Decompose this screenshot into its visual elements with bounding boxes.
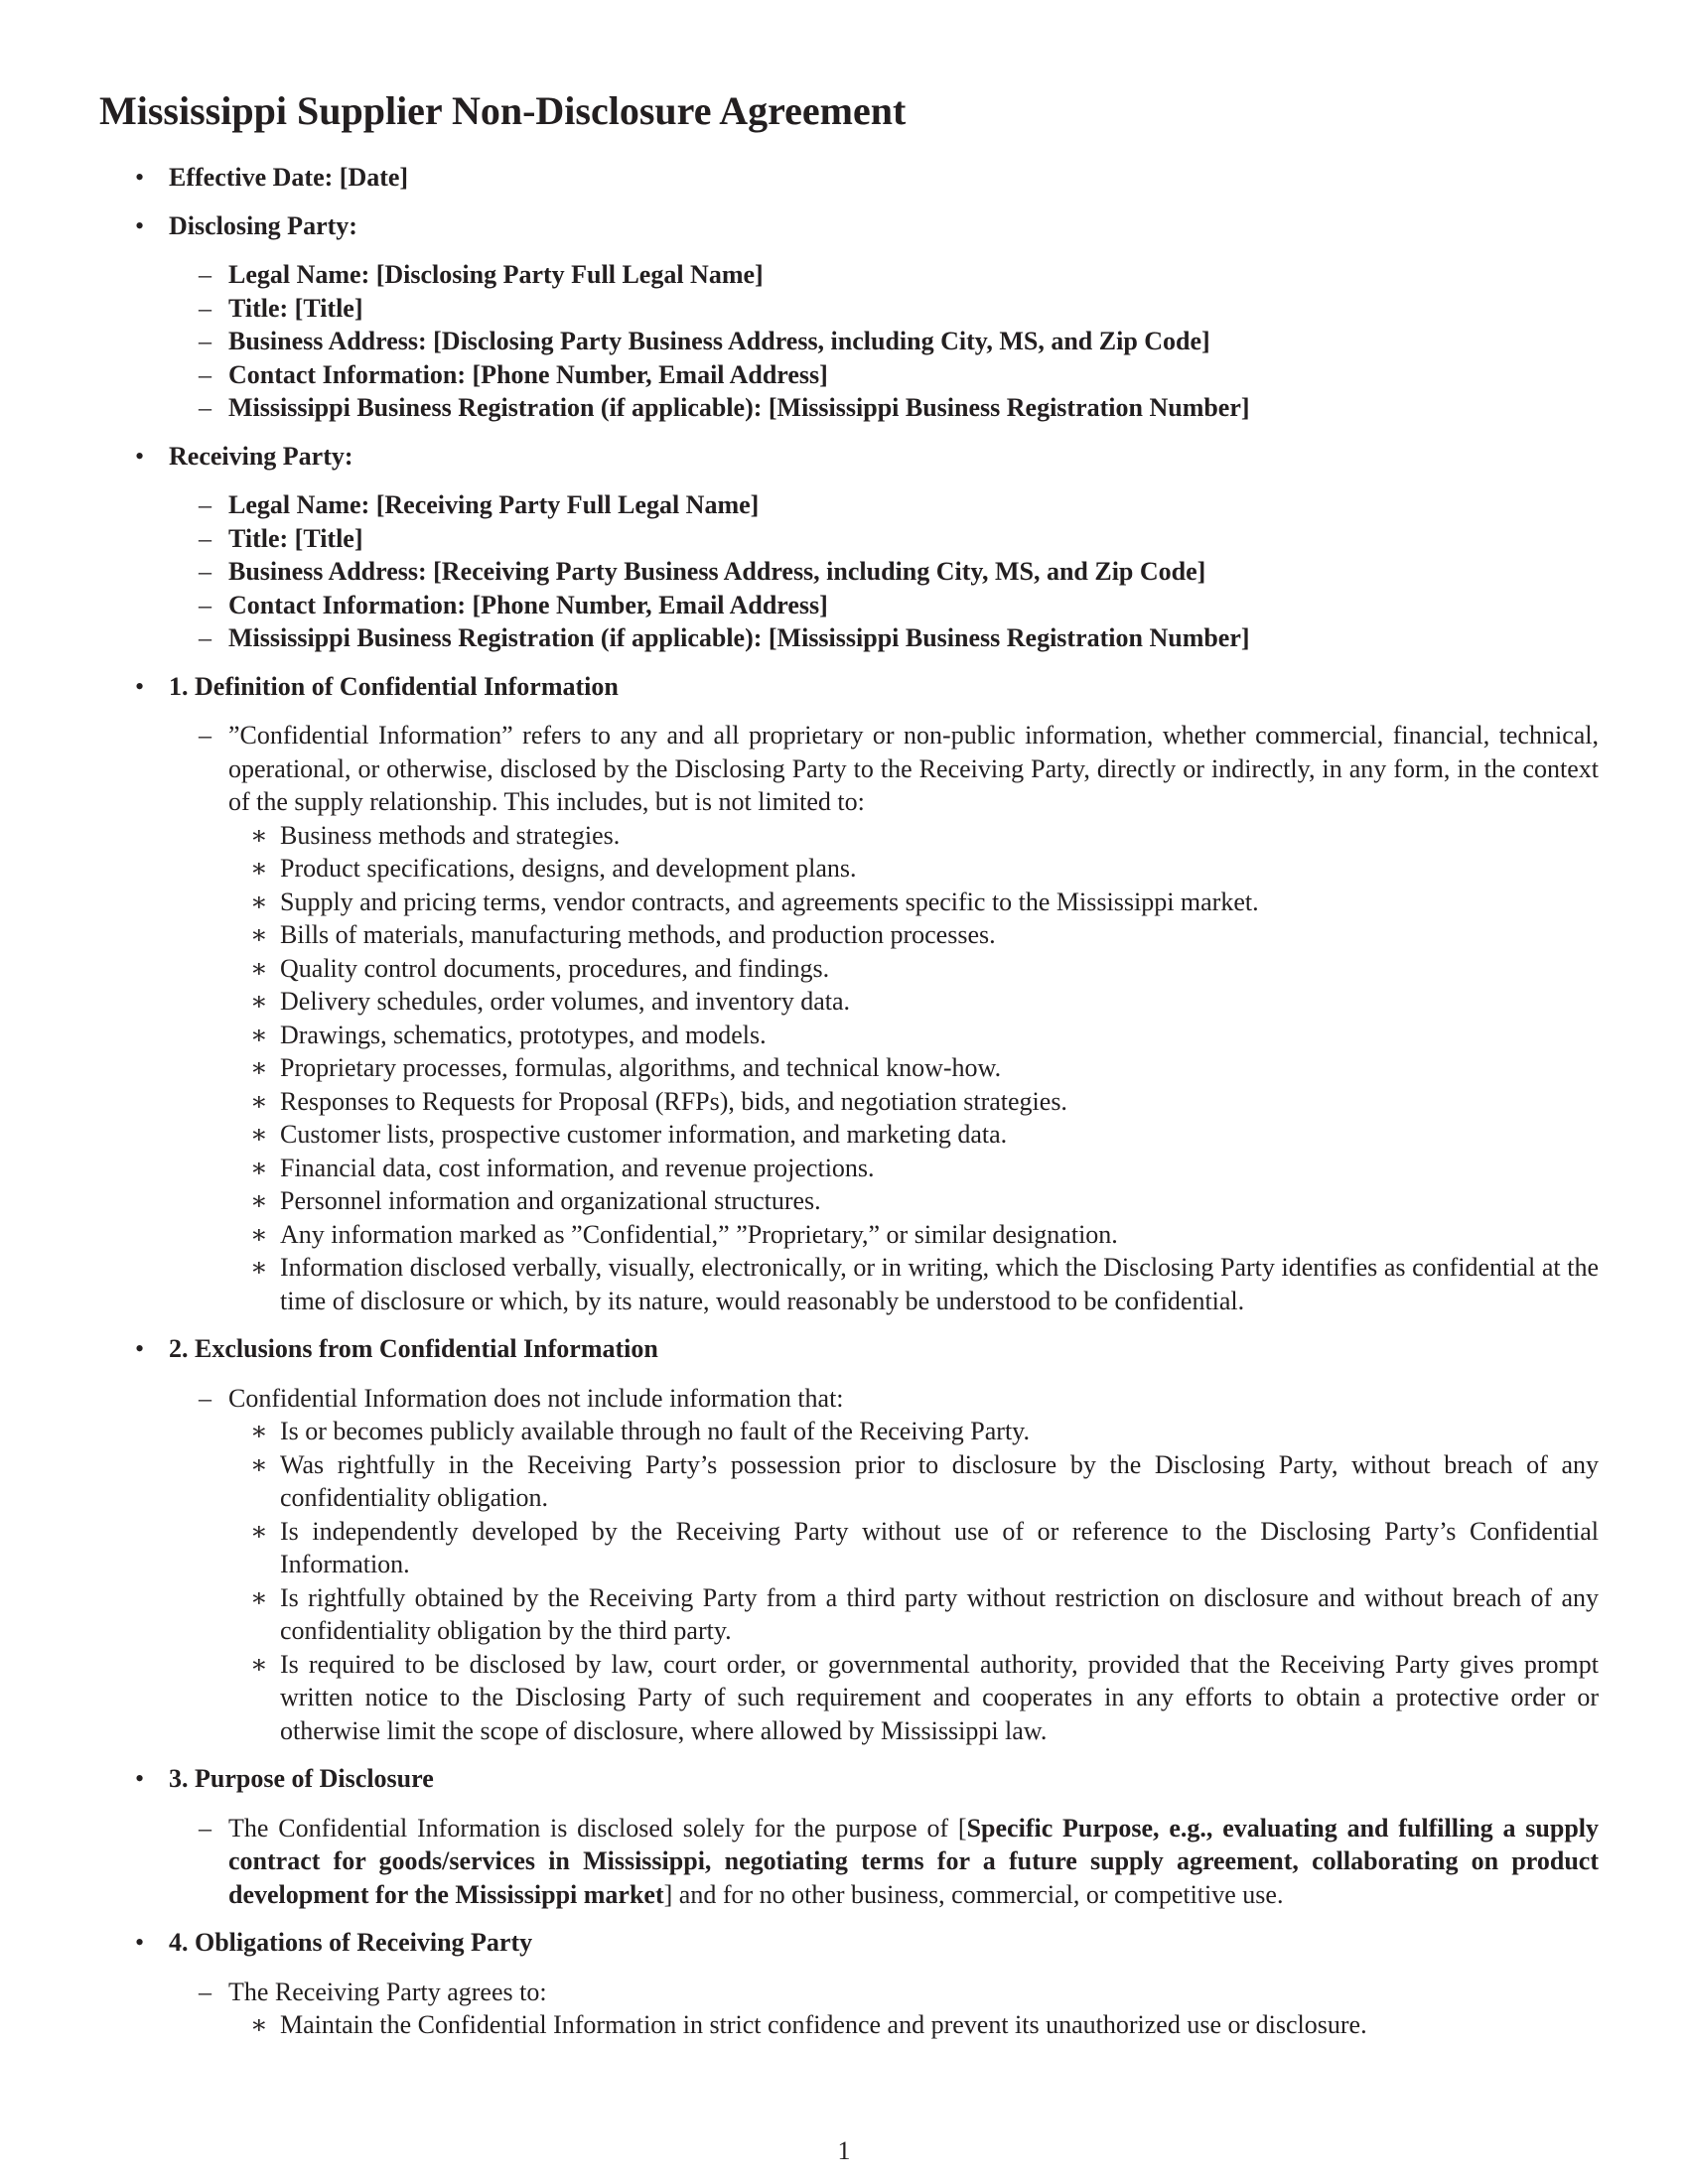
section-2-heading: 2. Exclusions from Confidential Information [169, 1334, 658, 1363]
list-item: ∗ Financial data, cost information, and revenue projections. [228, 1152, 1599, 1185]
section-3-heading: 3. Purpose of Disclosure [169, 1764, 434, 1793]
list-item: ∗ Was rightfully in the Receiving Party’s possession prior to disclosure by the Disclosing Party, without breach of any confidentiality obligation. [228, 1448, 1599, 1515]
receiving-title: – Title: [Title] [169, 522, 1599, 556]
purpose-placeholder: Specific Purpose, e.g., evaluating and fulfilling a supply contract for goods/services in Mississippi, negotiating terms for a future supply agreement, collaborating on product development for the Mississippi market [228, 1813, 1599, 1909]
list-item: ∗ Quality control documents, procedures, and findings. [228, 952, 1599, 986]
section-4-items [228, 2008, 1599, 2042]
list-item: ∗ Business methods and strategies. [228, 819, 1599, 853]
list-item: ∗ Product specifications, designs, and development plans. [228, 852, 1599, 886]
receiving-business-address: – Business Address: [Receiving Party Business Address, including City, MS, and Zip Code] [169, 555, 1599, 589]
list-item: ∗ Drawings, schematics, prototypes, and models. [228, 1019, 1599, 1052]
list-item: ∗ Any information marked as ”Confidential,” ”Proprietary,” or similar designation. [228, 1218, 1599, 1252]
effective-date-value: [Date] [339, 163, 409, 192]
document-page [99, 79, 1599, 2057]
disclosing-business-registration: – Mississippi Business Registration (if applicable): [Mississippi Business Registration Number] [169, 391, 1599, 425]
list-item: ∗ Personnel information and organizational structures. [228, 1184, 1599, 1218]
section-2-exclusions [99, 1332, 1599, 1747]
list-item: ∗ Customer lists, prospective customer information, and marketing data. [228, 1118, 1599, 1152]
section-4-obligations [99, 1926, 1599, 2042]
list-item: ∗ Bills of materials, manufacturing methods, and production processes. [228, 918, 1599, 952]
list-item: ∗ Is required to be disclosed by law, court order, or governmental authority, provided that the Receiving Party gives prompt written notice to the Disclosing Party of such requirement and cooperates in any efforts to obtain a protective order or otherwise limit the scope of disclosure, where allowed by Mississippi law. [228, 1648, 1599, 1748]
disclosing-business-address: – Business Address: [Disclosing Party Business Address, including City, MS, and Zip Code] [169, 325, 1599, 358]
section-4-heading: 4. Obligations of Receiving Party [169, 1928, 533, 1957]
list-item: ∗ Delivery schedules, order volumes, and inventory data. [228, 985, 1599, 1019]
disclosing-party-fields [169, 258, 1599, 425]
disclosing-legal-name: – Legal Name: [Disclosing Party Full Legal Name] [169, 258, 1599, 292]
page-number: 1 [837, 2136, 851, 2165]
section-4-intro: – The Receiving Party agrees to: ∗ Maintain the Confidential Information in strict confidence and prevent its unauthorized use or disclosure. [169, 1976, 1599, 2042]
receiving-party-section [99, 440, 1599, 655]
disclosing-title: – Title: [Title] [169, 292, 1599, 326]
receiving-party-heading: Receiving Party: [169, 441, 353, 471]
top-level-list [99, 161, 1599, 2042]
list-item: ∗ Supply and pricing terms, vendor contracts, and agreements specific to the Mississippi market. [228, 886, 1599, 919]
list-item: ∗ Is or becomes publicly available through no fault of the Receiving Party. [228, 1415, 1599, 1448]
disclosing-contact-information: – Contact Information: [Phone Number, Email Address] [169, 358, 1599, 392]
receiving-party-fields [169, 488, 1599, 655]
receiving-legal-name: – Legal Name: [Receiving Party Full Legal Name] [169, 488, 1599, 522]
receiving-business-registration: – Mississippi Business Registration (if applicable): [Mississippi Business Registration Number] [169, 621, 1599, 655]
section-1-intro: – ”Confidential Information” refers to any and all proprietary or non-public information, whether commercial, financial, technical, operational, or otherwise, disclosed by the Disclosing Party to the Receiving Party, directly or indirectly, in any form, in the context of the supply relationship. This includes, but is not limited to: ∗ Business methods and strategies. ∗ Product specifications, designs, and development plans. ∗ Supply and pricing terms, vendor contracts, and agreements specific to the Mississippi market. ∗ Bills of materials, manufacturing methods, and production processes. ∗ Quality control documents, procedures, and findings. ∗ Delivery schedules, order volumes, and inventory data. ∗ Drawings, schematics, prototypes, and models. ∗ Proprietary processes, formulas, algorithms, and technical know-how. ∗ Responses to Requests for Proposal (RFPs), bids, and negotiation strategies. ∗ Customer lists, prospective customer information, and marketing data. ∗ Financial data, cost information, and revenue projections. ∗ Personnel information and organizational structures. ∗ Any information marked as ”Confidential,” ”Proprietary,” or similar designation. ∗ Information disclosed verbally, visually, electronically, or in writing, which the Disclosing Party identifies as confidential at the time of disclosure or which, by its nature, would reasonably be understood to be confidential. [169, 719, 1599, 1317]
document-body [99, 161, 1599, 2042]
section-1-items [228, 819, 1599, 1318]
disclosing-party-section [99, 209, 1599, 425]
section-2-intro: – Confidential Information does not include information that: ∗ Is or becomes publicly available through no fault of the Receiving Party. ∗ Was rightfully in the Receiving Party’s possession prior to disclosure by the Disclosing Party, without breach of any confidentiality obligation. ∗ Is independently developed by the Receiving Party without use of or reference to the Disclosing Party’s Confidential Information. ∗ Is rightfully obtained by the Receiving Party from a third party without restriction on disclosure and without breach of any confidentiality obligation by the third party. ∗ Is required to be disclosed by law, court order, or governmental authority, provided that the Receiving Party gives prompt written notice to the Disclosing Party of such requirement and cooperates in any efforts to obtain a protective order or otherwise limit the scope of disclosure, where allowed by Mississippi law. [169, 1382, 1599, 1748]
effective-date-label: Effective Date: [169, 163, 334, 192]
disclosing-party-heading: Disclosing Party: [169, 210, 357, 240]
list-item: ∗ Is rightfully obtained by the Receiving Party from a third party without restriction on disclosure and without breach of any confidentiality obligation by the third party. [228, 1581, 1599, 1648]
list-item: ∗ Is independently developed by the Receiving Party without use of or reference to the Disclosing Party’s Confidential Information. [228, 1515, 1599, 1581]
section-1-heading: 1. Definition of Confidential Information [169, 671, 619, 701]
list-item: ∗ Information disclosed verbally, visually, electronically, or in writing, which the Disclosing Party identifies as confidential at the time of disclosure or which, by its nature, would reasonably be understood to be confidential. [228, 1251, 1599, 1317]
list-item: ∗ Proprietary processes, formulas, algorithms, and technical know-how. [228, 1051, 1599, 1085]
section-1-definition [99, 670, 1599, 1318]
effective-date-item [99, 161, 1599, 195]
list-item: ∗ Maintain the Confidential Information in strict confidence and prevent its unauthorized use or disclosure. [228, 2008, 1599, 2042]
section-2-items [228, 1415, 1599, 1747]
list-item: ∗ Responses to Requests for Proposal (RFPs), bids, and negotiation strategies. [228, 1085, 1599, 1119]
section-3-text: – The Confidential Information is disclosed solely for the purpose of [Specific Purpose, e.g., evaluating and fulfilling a supply contract for goods/services in Mississippi, negotiating terms for a future supply agreement, collaborating on product development for the Mississippi market] and for no other business, commercial, or competitive use. [169, 1812, 1599, 1912]
section-3-purpose [99, 1762, 1599, 1911]
receiving-contact-information: – Contact Information: [Phone Number, Email Address] [169, 589, 1599, 622]
page-title: Mississippi Supplier Non-Disclosure Agreement [99, 88, 907, 133]
